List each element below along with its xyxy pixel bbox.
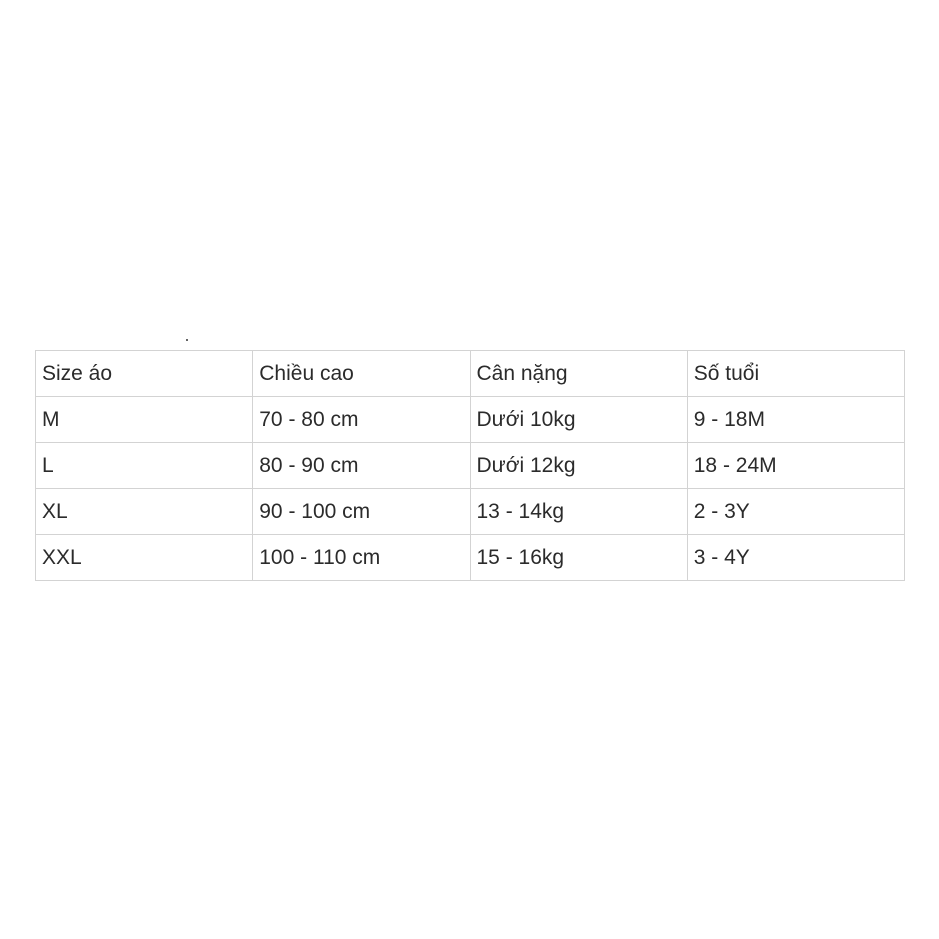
cell-height: 80 - 90 cm (253, 443, 470, 489)
cell-weight: Dưới 12kg (470, 443, 687, 489)
table-header-row (36, 351, 905, 397)
cell-height: 70 - 80 cm (253, 397, 470, 443)
cell-height: 90 - 100 cm (253, 489, 470, 535)
cell-age: 2 - 3Y (687, 489, 904, 535)
table-row (36, 535, 905, 581)
cell-size: XXL (36, 535, 253, 581)
decorative-dot (186, 339, 188, 341)
size-chart-table (35, 350, 905, 581)
cell-size: L (36, 443, 253, 489)
header-weight: Cân nặng (470, 351, 687, 397)
cell-weight: 15 - 16kg (470, 535, 687, 581)
table-row (36, 489, 905, 535)
cell-size: M (36, 397, 253, 443)
cell-height: 100 - 110 cm (253, 535, 470, 581)
cell-weight: Dưới 10kg (470, 397, 687, 443)
header-age: Số tuổi (687, 351, 904, 397)
cell-age: 18 - 24M (687, 443, 904, 489)
cell-age: 9 - 18M (687, 397, 904, 443)
cell-size: XL (36, 489, 253, 535)
header-size: Size áo (36, 351, 253, 397)
table-row (36, 397, 905, 443)
table-row (36, 443, 905, 489)
cell-age: 3 - 4Y (687, 535, 904, 581)
cell-weight: 13 - 14kg (470, 489, 687, 535)
header-height: Chiều cao (253, 351, 470, 397)
